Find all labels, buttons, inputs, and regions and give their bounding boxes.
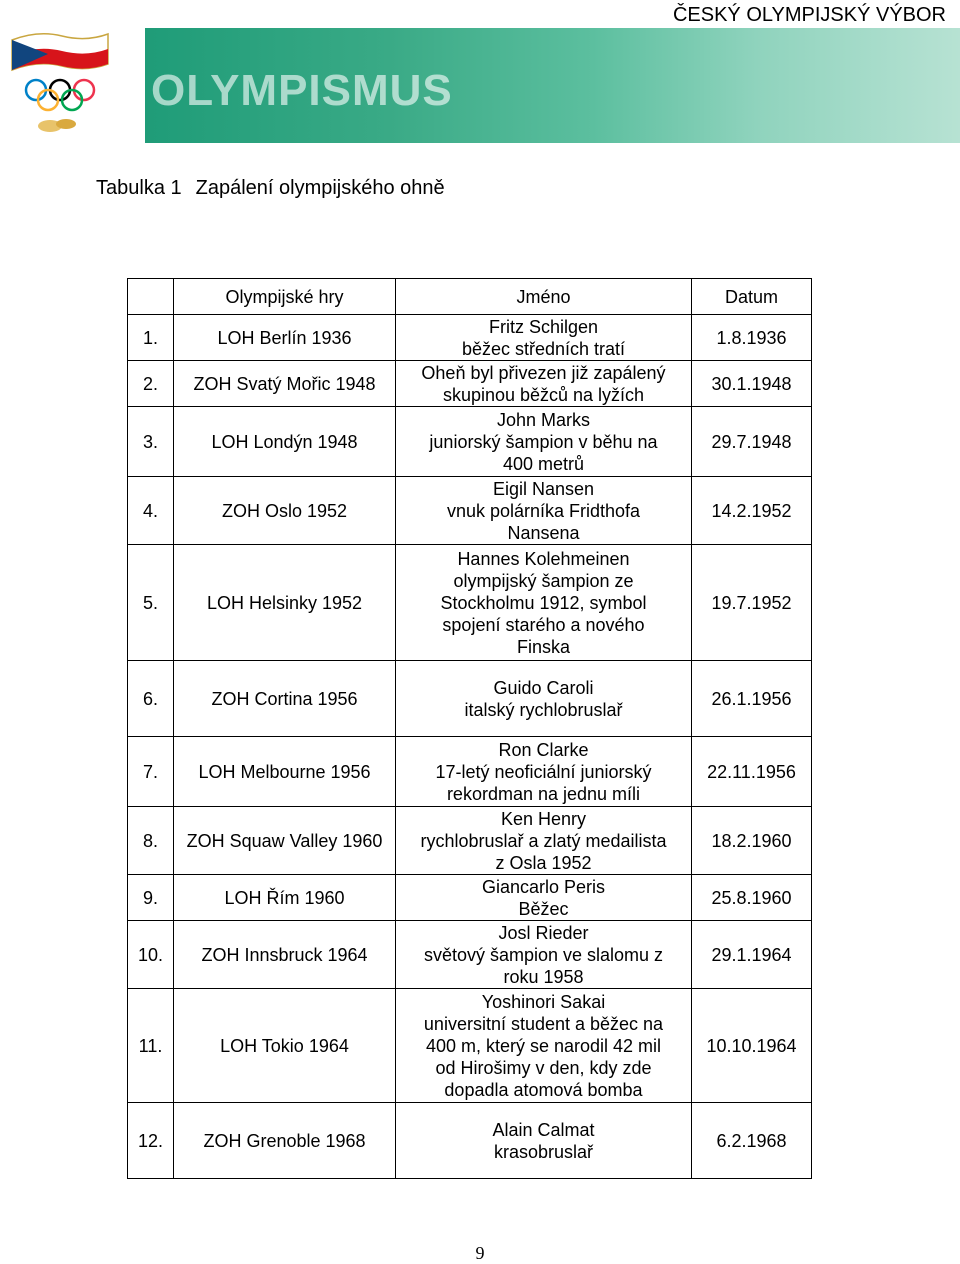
name-cell bbox=[396, 1103, 692, 1179]
games-cell: ZOH Svatý Mořic 1948 bbox=[174, 361, 396, 407]
name-line: Alain Calmat bbox=[492, 1119, 595, 1140]
name-cell bbox=[396, 361, 692, 407]
date-cell: 30.1.1948 bbox=[692, 361, 812, 407]
czech-olympic-logo bbox=[8, 28, 112, 140]
table-row bbox=[128, 737, 812, 807]
row-number: 1. bbox=[128, 315, 174, 361]
name-line: italský rychlobruslař bbox=[464, 699, 623, 720]
table-header-row bbox=[128, 279, 812, 315]
name-line: z Osla 1952 bbox=[495, 852, 592, 873]
games-cell: ZOH Innsbruck 1964 bbox=[174, 921, 396, 989]
row-number: 9. bbox=[128, 875, 174, 921]
table-row bbox=[128, 361, 812, 407]
row-number: 10. bbox=[128, 921, 174, 989]
table-row bbox=[128, 407, 812, 477]
name-line: Ron Clarke bbox=[498, 739, 589, 760]
header-cell-number bbox=[128, 279, 174, 315]
logo-icon bbox=[8, 28, 112, 140]
name-line: rekordman na jednu míli bbox=[446, 783, 641, 804]
name-cell bbox=[396, 875, 692, 921]
table-row bbox=[128, 875, 812, 921]
olympic-flame-table bbox=[127, 278, 812, 1179]
name-cell bbox=[396, 407, 692, 477]
games-cell: LOH Londýn 1948 bbox=[174, 407, 396, 477]
name-line: Ken Henry bbox=[500, 808, 587, 829]
row-number: 5. bbox=[128, 545, 174, 661]
name-line: Josl Rieder bbox=[498, 922, 589, 943]
name-cell bbox=[396, 315, 692, 361]
name-line: Hannes Kolehmeinen bbox=[457, 548, 630, 569]
row-number: 3. bbox=[128, 407, 174, 477]
date-cell: 25.8.1960 bbox=[692, 875, 812, 921]
games-cell: ZOH Squaw Valley 1960 bbox=[174, 807, 396, 875]
name-line: dopadla atomová bomba bbox=[444, 1079, 643, 1100]
name-line: roku 1958 bbox=[503, 966, 584, 987]
name-cell bbox=[396, 545, 692, 661]
date-cell: 19.7.1952 bbox=[692, 545, 812, 661]
table-row bbox=[128, 477, 812, 545]
table-caption bbox=[96, 177, 445, 200]
table-row bbox=[128, 545, 812, 661]
table-row bbox=[128, 807, 812, 875]
name-line: Guido Caroli bbox=[493, 677, 594, 698]
games-cell: LOH Řím 1960 bbox=[174, 875, 396, 921]
table-row bbox=[128, 921, 812, 989]
table-row bbox=[128, 315, 812, 361]
olympismus-banner bbox=[145, 28, 960, 143]
name-line: Yoshinori Sakai bbox=[481, 991, 606, 1012]
name-line: Giancarlo Peris bbox=[481, 876, 606, 897]
name-line: běžec středních tratí bbox=[461, 338, 626, 359]
row-number: 12. bbox=[128, 1103, 174, 1179]
name-line: John Marks bbox=[496, 409, 591, 430]
row-number: 2. bbox=[128, 361, 174, 407]
header-cell-name: Jméno bbox=[396, 279, 692, 315]
name-line: Stockholmu 1912, symbol bbox=[440, 592, 647, 613]
games-cell: ZOH Oslo 1952 bbox=[174, 477, 396, 545]
name-line: 17-letý neoficiální juniorský bbox=[435, 761, 652, 782]
name-cell bbox=[396, 921, 692, 989]
name-cell bbox=[396, 989, 692, 1103]
games-cell: LOH Berlín 1936 bbox=[174, 315, 396, 361]
name-cell bbox=[396, 807, 692, 875]
games-cell: ZOH Cortina 1956 bbox=[174, 661, 396, 737]
row-number: 4. bbox=[128, 477, 174, 545]
date-cell: 14.2.1952 bbox=[692, 477, 812, 545]
name-line: krasobruslař bbox=[493, 1141, 594, 1162]
row-number: 7. bbox=[128, 737, 174, 807]
name-line: juniorský šampion v běhu na bbox=[429, 431, 658, 452]
name-cell bbox=[396, 477, 692, 545]
name-line: spojení starého a nového bbox=[442, 614, 645, 635]
games-cell: LOH Melbourne 1956 bbox=[174, 737, 396, 807]
date-cell: 6.2.1968 bbox=[692, 1103, 812, 1179]
games-cell: ZOH Grenoble 1968 bbox=[174, 1103, 396, 1179]
organization-name: ČESKÝ OLYMPIJSKÝ VÝBOR bbox=[672, 4, 946, 26]
header-cell-games: Olympijské hry bbox=[174, 279, 396, 315]
name-cell bbox=[396, 737, 692, 807]
row-number: 8. bbox=[128, 807, 174, 875]
page-number: 9 bbox=[475, 1243, 485, 1263]
date-cell: 26.1.1956 bbox=[692, 661, 812, 737]
name-line: Nansena bbox=[507, 522, 580, 543]
row-number: 6. bbox=[128, 661, 174, 737]
date-cell: 10.10.1964 bbox=[692, 989, 812, 1103]
games-cell: LOH Tokio 1964 bbox=[174, 989, 396, 1103]
name-line: 400 metrů bbox=[502, 453, 585, 474]
name-line: Finska bbox=[516, 636, 570, 657]
date-cell: 1.8.1936 bbox=[692, 315, 812, 361]
table-body bbox=[128, 315, 812, 1179]
table-caption-title: Zapálení olympijského ohně bbox=[195, 177, 445, 199]
table-row bbox=[128, 1103, 812, 1179]
name-line: Fritz Schilgen bbox=[488, 316, 599, 337]
name-line: od Hirošimy v den, kdy zde bbox=[435, 1057, 652, 1078]
banner-title: OLYMPISMUS bbox=[151, 66, 453, 115]
name-line: skupinou běžců na lyžích bbox=[442, 384, 645, 405]
row-number: 11. bbox=[128, 989, 174, 1103]
name-line: Oheň byl přivezen již zapálený bbox=[421, 362, 666, 383]
games-cell: LOH Helsinky 1952 bbox=[174, 545, 396, 661]
table-row bbox=[128, 989, 812, 1103]
name-line: Běžec bbox=[518, 898, 569, 919]
name-line: rychlobruslař a zlatý medailista bbox=[420, 830, 667, 851]
name-line: vnuk polárníka Fridthofa bbox=[446, 500, 641, 521]
table-caption-number: Tabulka 1 bbox=[96, 177, 182, 199]
date-cell: 18.2.1960 bbox=[692, 807, 812, 875]
name-line: Eigil Nansen bbox=[492, 478, 595, 499]
name-cell bbox=[396, 661, 692, 737]
header-cell-date: Datum bbox=[692, 279, 812, 315]
date-cell: 22.11.1956 bbox=[692, 737, 812, 807]
date-cell: 29.7.1948 bbox=[692, 407, 812, 477]
name-line: světový šampion ve slalomu z bbox=[423, 944, 664, 965]
date-cell: 29.1.1964 bbox=[692, 921, 812, 989]
name-line: olympijský šampion ze bbox=[453, 570, 634, 591]
name-line: 400 m, který se narodil 42 mil bbox=[425, 1035, 662, 1056]
name-line: universitní student a běžec na bbox=[423, 1013, 664, 1034]
table-row bbox=[128, 661, 812, 737]
